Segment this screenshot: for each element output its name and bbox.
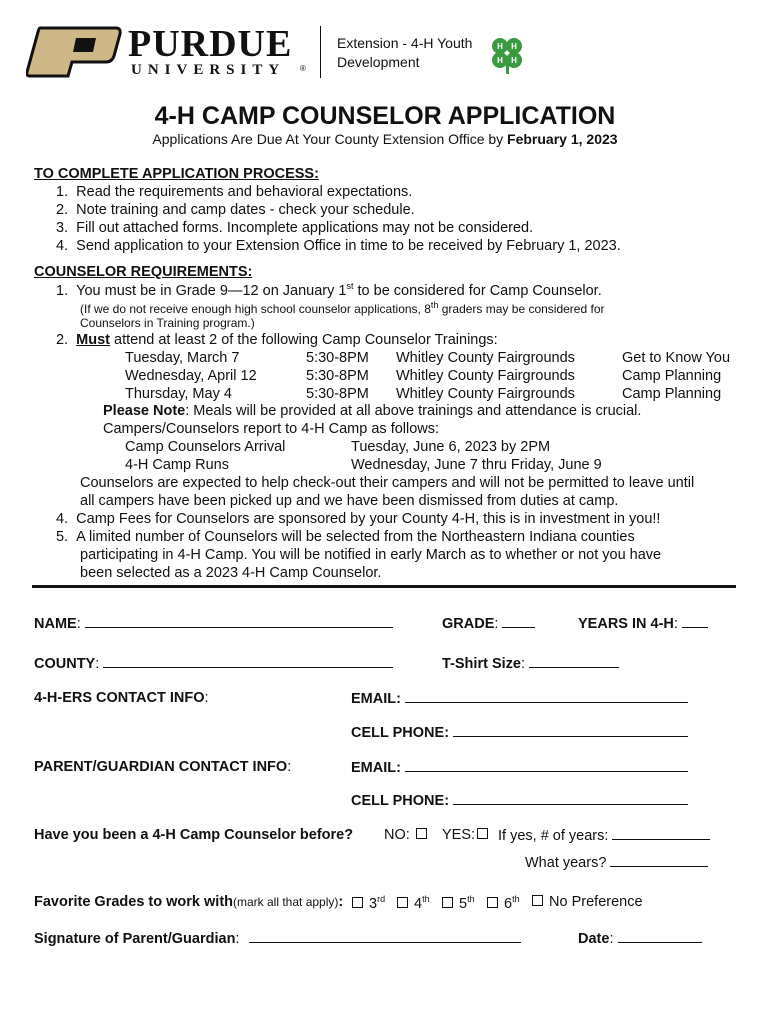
university-sub: UNIVERSITY bbox=[131, 62, 286, 78]
subtitle-date: February 1, 2023 bbox=[507, 131, 618, 147]
grade-option-4[interactable]: 4th bbox=[395, 894, 430, 912]
parent-contact-label: PARENT/GUARDIAN CONTACT INFO: bbox=[34, 759, 292, 775]
favorite-grades: Favorite Grades to work with(mark all that apply): bbox=[34, 894, 344, 910]
training-date: Tuesday, March 7 bbox=[125, 350, 240, 366]
svg-text:H: H bbox=[497, 42, 503, 51]
grade-field[interactable]: GRADE: bbox=[442, 615, 535, 632]
email-field[interactable]: EMAIL: bbox=[351, 690, 688, 707]
tshirt-field[interactable]: T-Shirt Size: bbox=[442, 655, 619, 672]
list-item: 1. Read the requirements and behavioral expectations. bbox=[56, 184, 413, 200]
training-time: 5:30-8PM bbox=[306, 386, 369, 402]
training-place: Whitley County Fairgrounds bbox=[396, 386, 575, 402]
subtitle-prefix: Applications Are Due At Your County Extension Office by bbox=[152, 131, 508, 147]
requirements-heading: COUNSELOR REQUIREMENTS: bbox=[34, 264, 253, 280]
checkout-line: all campers have been picked up and we have been dismissed from duties at camp. bbox=[80, 493, 619, 509]
extension-line2: Development bbox=[337, 54, 420, 70]
county-field[interactable]: COUNTY: bbox=[34, 655, 393, 672]
registered-mark: ® bbox=[300, 64, 306, 73]
grade-option-5[interactable]: 5th bbox=[440, 894, 475, 912]
page-title: 4-H CAMP COUNSELOR APPLICATION bbox=[154, 102, 616, 130]
checkbox-icon[interactable] bbox=[487, 897, 498, 908]
list-item: 4. Camp Fees for Counselors are sponsored by your County 4-H, this is in investment in you!! bbox=[56, 511, 661, 527]
training-topic: Camp Planning bbox=[622, 368, 722, 384]
arrival-label: Camp Counselors Arrival bbox=[125, 439, 286, 455]
prev-counselor-no[interactable]: NO: bbox=[384, 827, 429, 843]
requirement-note: Counselors in Training program.) bbox=[80, 316, 255, 330]
training-topic: Camp Planning bbox=[622, 386, 722, 402]
svg-text:H: H bbox=[497, 56, 503, 65]
date-field[interactable]: Date: bbox=[578, 930, 702, 947]
arrival-value: Tuesday, June 6, 2023 by 2PM bbox=[351, 439, 551, 455]
contact-label: 4-H-ERS CONTACT INFO: bbox=[34, 690, 209, 706]
report-line: Campers/Counselors report to 4-H Camp as follows: bbox=[103, 421, 440, 437]
grade-option-no-preference[interactable]: No Preference bbox=[530, 894, 643, 910]
list-item: 5. A limited number of Counselors will be selected from the Northeastern Indiana counties bbox=[56, 529, 635, 545]
page-subtitle bbox=[0, 131, 770, 147]
training-topic: Get to Know You bbox=[622, 350, 731, 366]
checkbox-icon[interactable] bbox=[397, 897, 408, 908]
list-item-continued: participating in 4-H Camp. You will be notified in early March as to whether or not you have bbox=[80, 547, 662, 563]
grade-option-3[interactable]: 3rd bbox=[350, 894, 385, 912]
svg-text:H: H bbox=[511, 42, 517, 51]
prev-counselor-yes[interactable]: YES: bbox=[442, 827, 490, 843]
parent-cell-phone-field[interactable]: CELL PHONE: bbox=[351, 792, 688, 809]
header-divider bbox=[320, 26, 321, 78]
list-item: 4. Send application to your Extension Office in time to be received by February 1, 2023. bbox=[56, 238, 621, 254]
training-time: 5:30-8PM bbox=[306, 368, 369, 384]
num-years-field[interactable]: If yes, # of years: bbox=[498, 827, 710, 844]
checkbox-icon[interactable] bbox=[352, 897, 363, 908]
university-name: PURDUE bbox=[128, 23, 293, 65]
cell-phone-field[interactable]: CELL PHONE: bbox=[351, 724, 688, 741]
checkbox-icon[interactable] bbox=[532, 895, 543, 906]
checkbox-icon[interactable] bbox=[442, 897, 453, 908]
checkout-line: Counselors are expected to help check-out their campers and will not be permitted to leave until bbox=[80, 475, 695, 491]
section-divider bbox=[32, 585, 736, 588]
svg-text:H: H bbox=[511, 56, 517, 65]
process-heading: TO COMPLETE APPLICATION PROCESS: bbox=[34, 166, 319, 182]
checkbox-icon[interactable] bbox=[416, 828, 427, 839]
training-time: 5:30-8PM bbox=[306, 350, 369, 366]
grade-option-6[interactable]: 6th bbox=[485, 894, 520, 912]
checkbox-icon[interactable] bbox=[477, 828, 488, 839]
list-item: 2. Must attend at least 2 of the following Camp Counselor Trainings: bbox=[56, 332, 498, 348]
list-item: 2. Note training and camp dates - check your schedule. bbox=[56, 202, 415, 218]
runs-value: Wednesday, June 7 thru Friday, June 9 bbox=[351, 457, 602, 473]
training-date: Wednesday, April 12 bbox=[125, 368, 257, 384]
list-item: 1. You must be in Grade 9—12 on January 1st to be considered for Camp Counselor. bbox=[56, 281, 602, 299]
parent-email-field[interactable]: EMAIL: bbox=[351, 759, 688, 776]
training-date: Thursday, May 4 bbox=[125, 386, 232, 402]
clover-icon bbox=[486, 34, 528, 76]
list-item: 3. Fill out attached forms. Incomplete applications may not be considered. bbox=[56, 220, 534, 236]
what-years-field[interactable]: What years? bbox=[525, 854, 708, 871]
runs-label: 4-H Camp Runs bbox=[125, 457, 229, 473]
training-place: Whitley County Fairgrounds bbox=[396, 368, 575, 384]
signature-field[interactable]: Signature of Parent/Guardian: bbox=[34, 930, 521, 947]
extension-line1: Extension - 4-H Youth bbox=[337, 35, 473, 51]
requirement-note: (If we do not receive enough high school counselor applications, 8th graders may be considered for bbox=[80, 300, 605, 316]
years-field[interactable]: YEARS IN 4-H: bbox=[578, 615, 708, 632]
list-item-continued: been selected as a 2023 4-H Camp Counselor. bbox=[80, 565, 382, 581]
prev-counselor-question: Have you been a 4-H Camp Counselor before? bbox=[34, 827, 354, 843]
training-place: Whitley County Fairgrounds bbox=[396, 350, 575, 366]
name-field[interactable]: NAME: bbox=[34, 615, 393, 632]
purdue-p-icon bbox=[26, 26, 122, 78]
please-note: Please Note: Meals will be provided at all above trainings and attendance is crucial. bbox=[103, 403, 642, 419]
